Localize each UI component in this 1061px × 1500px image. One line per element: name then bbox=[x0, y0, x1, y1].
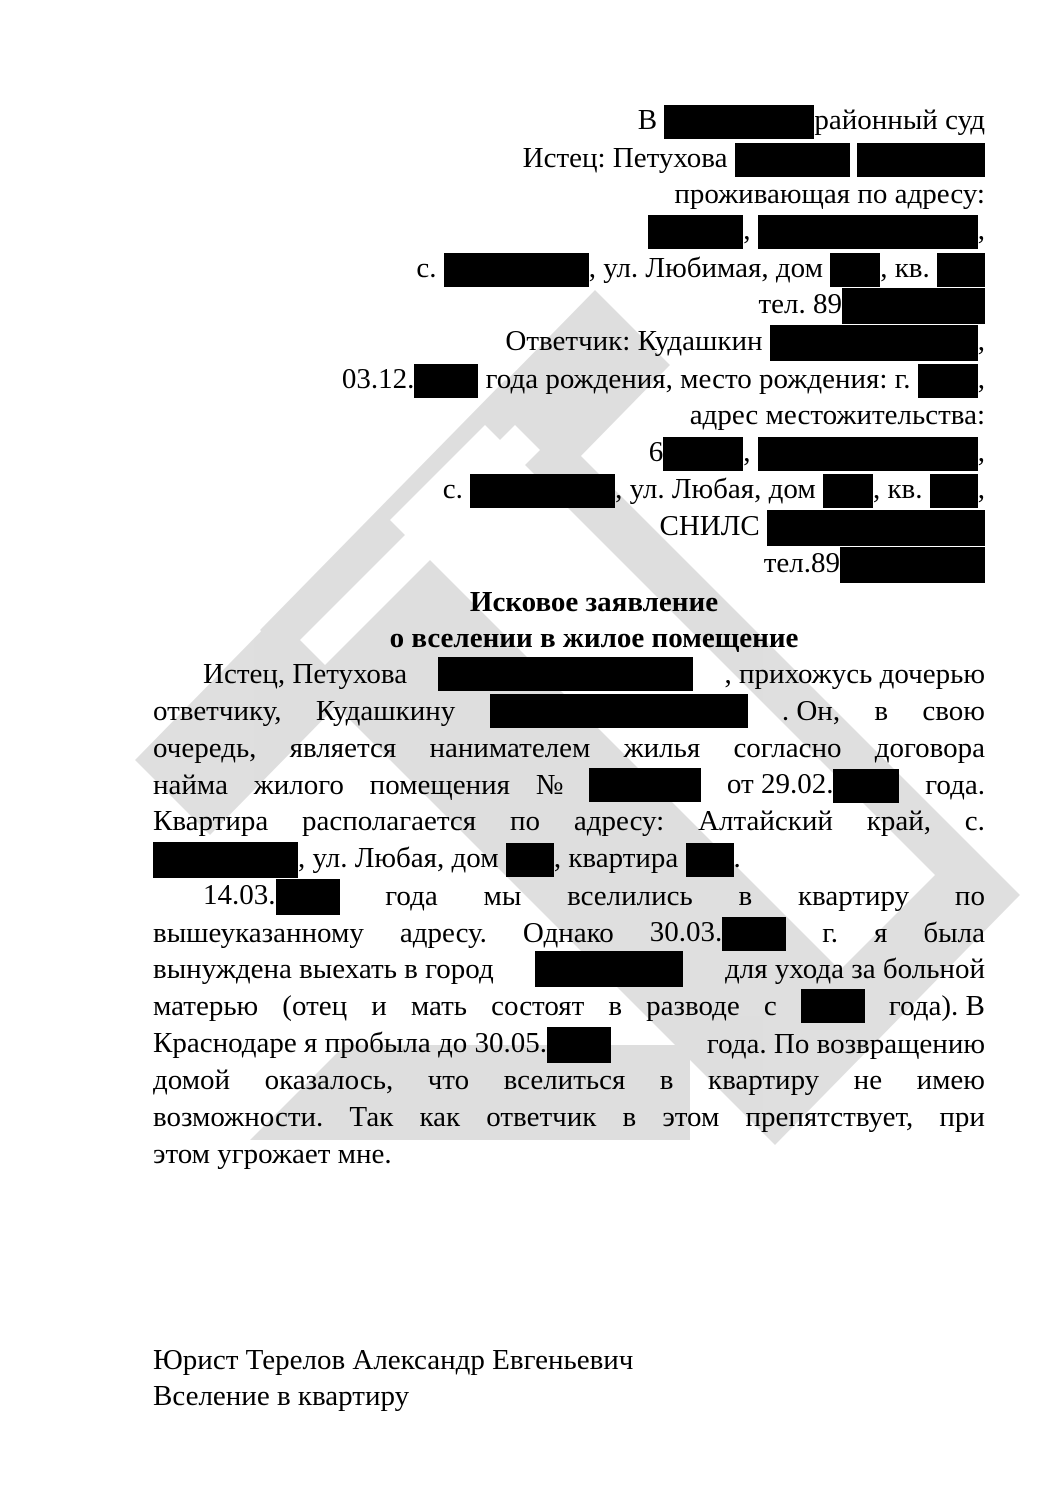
redaction bbox=[767, 510, 985, 546]
redaction bbox=[470, 474, 615, 508]
body-line: найма жилого помещения № от 29.02. года. bbox=[153, 766, 985, 803]
document-subject: Вселение в квартиру bbox=[153, 1380, 410, 1412]
plaintiff-street-line: с. , ул. Любимая, дом , кв. bbox=[416, 250, 985, 287]
plaintiff-line: Истец: Петухова bbox=[523, 140, 985, 177]
body-line: возможности. Так как ответчик в этом препятствует, при bbox=[153, 1101, 985, 1133]
body-line: этом угрожает мне. bbox=[153, 1138, 392, 1170]
redaction bbox=[438, 657, 693, 691]
body-line: Квартира располагается по адресу: Алтайский край, с. bbox=[153, 805, 985, 837]
redaction bbox=[857, 143, 985, 177]
body-line: Краснодаре я пробыла до 30.05. года. По возвращению bbox=[153, 1025, 985, 1063]
redaction bbox=[535, 951, 683, 987]
redaction bbox=[842, 288, 985, 324]
redaction bbox=[444, 253, 589, 287]
body-line: Истец, Петухова , прихожусь дочерью bbox=[203, 658, 985, 690]
redaction bbox=[830, 253, 880, 287]
redaction bbox=[506, 843, 554, 877]
redaction bbox=[547, 1027, 611, 1063]
body-line: ответчику, Кудашкину . Он, в свою bbox=[153, 695, 985, 727]
body-line: вышеуказанному адресу. Однако 30.03. г. я была bbox=[153, 914, 985, 951]
body-line: домой оказалось, что вселиться в квартиру не имею bbox=[153, 1064, 985, 1096]
redaction bbox=[918, 364, 978, 398]
redaction bbox=[664, 105, 814, 139]
redaction bbox=[414, 364, 478, 398]
body-line: очередь, является нанимателем жилья согласно договора bbox=[153, 732, 985, 764]
body-line: , ул. Любая, дом , квартира . bbox=[153, 840, 741, 878]
document-title: Исковое заявление bbox=[469, 586, 719, 618]
plaintiff-address-label: проживающая по адресу: bbox=[674, 178, 985, 210]
lawyer-name: Юрист Терелов Александр Евгеньевич bbox=[153, 1344, 634, 1376]
redaction bbox=[823, 474, 873, 508]
plaintiff-region-line: , , bbox=[648, 212, 985, 249]
redaction bbox=[758, 215, 978, 249]
redaction bbox=[833, 769, 899, 803]
body-line: вынуждена выехать в город для ухода за больной bbox=[153, 953, 985, 985]
redaction bbox=[722, 917, 786, 951]
redaction bbox=[937, 253, 985, 287]
redaction bbox=[840, 547, 985, 583]
redaction bbox=[735, 143, 850, 177]
redaction bbox=[663, 437, 743, 471]
redaction bbox=[276, 879, 340, 915]
defendant-line: Ответчик: Кудашкин , bbox=[505, 323, 985, 361]
redaction bbox=[758, 437, 978, 471]
defendant-phone-line: тел.89 bbox=[764, 545, 985, 583]
document-subtitle: о вселении в жилое помещение bbox=[389, 622, 799, 654]
redaction bbox=[648, 215, 743, 249]
redaction bbox=[686, 843, 734, 877]
redaction bbox=[153, 842, 298, 878]
body-line: матерью (отец и мать состоят в разводе с года). В bbox=[153, 990, 985, 1022]
redaction bbox=[930, 474, 978, 508]
defendant-address-label: адрес местожительства: bbox=[689, 399, 985, 431]
court-line: В районный суд bbox=[638, 102, 985, 139]
defendant-region-line: 6 , , bbox=[649, 434, 985, 471]
redaction bbox=[490, 694, 748, 728]
redaction bbox=[801, 989, 865, 1023]
redaction bbox=[589, 768, 701, 802]
snils-line: СНИЛС bbox=[660, 508, 986, 546]
defendant-birth-line: 03.12. года рождения, место рождения: г. , bbox=[342, 361, 985, 398]
plaintiff-phone-line: тел. 89 bbox=[758, 286, 985, 324]
body-line: 14.03. года мы вселились в квартиру по bbox=[203, 877, 985, 915]
defendant-street-line: с. , ул. Любая, дом , кв. , bbox=[443, 471, 985, 508]
redaction bbox=[770, 325, 978, 361]
